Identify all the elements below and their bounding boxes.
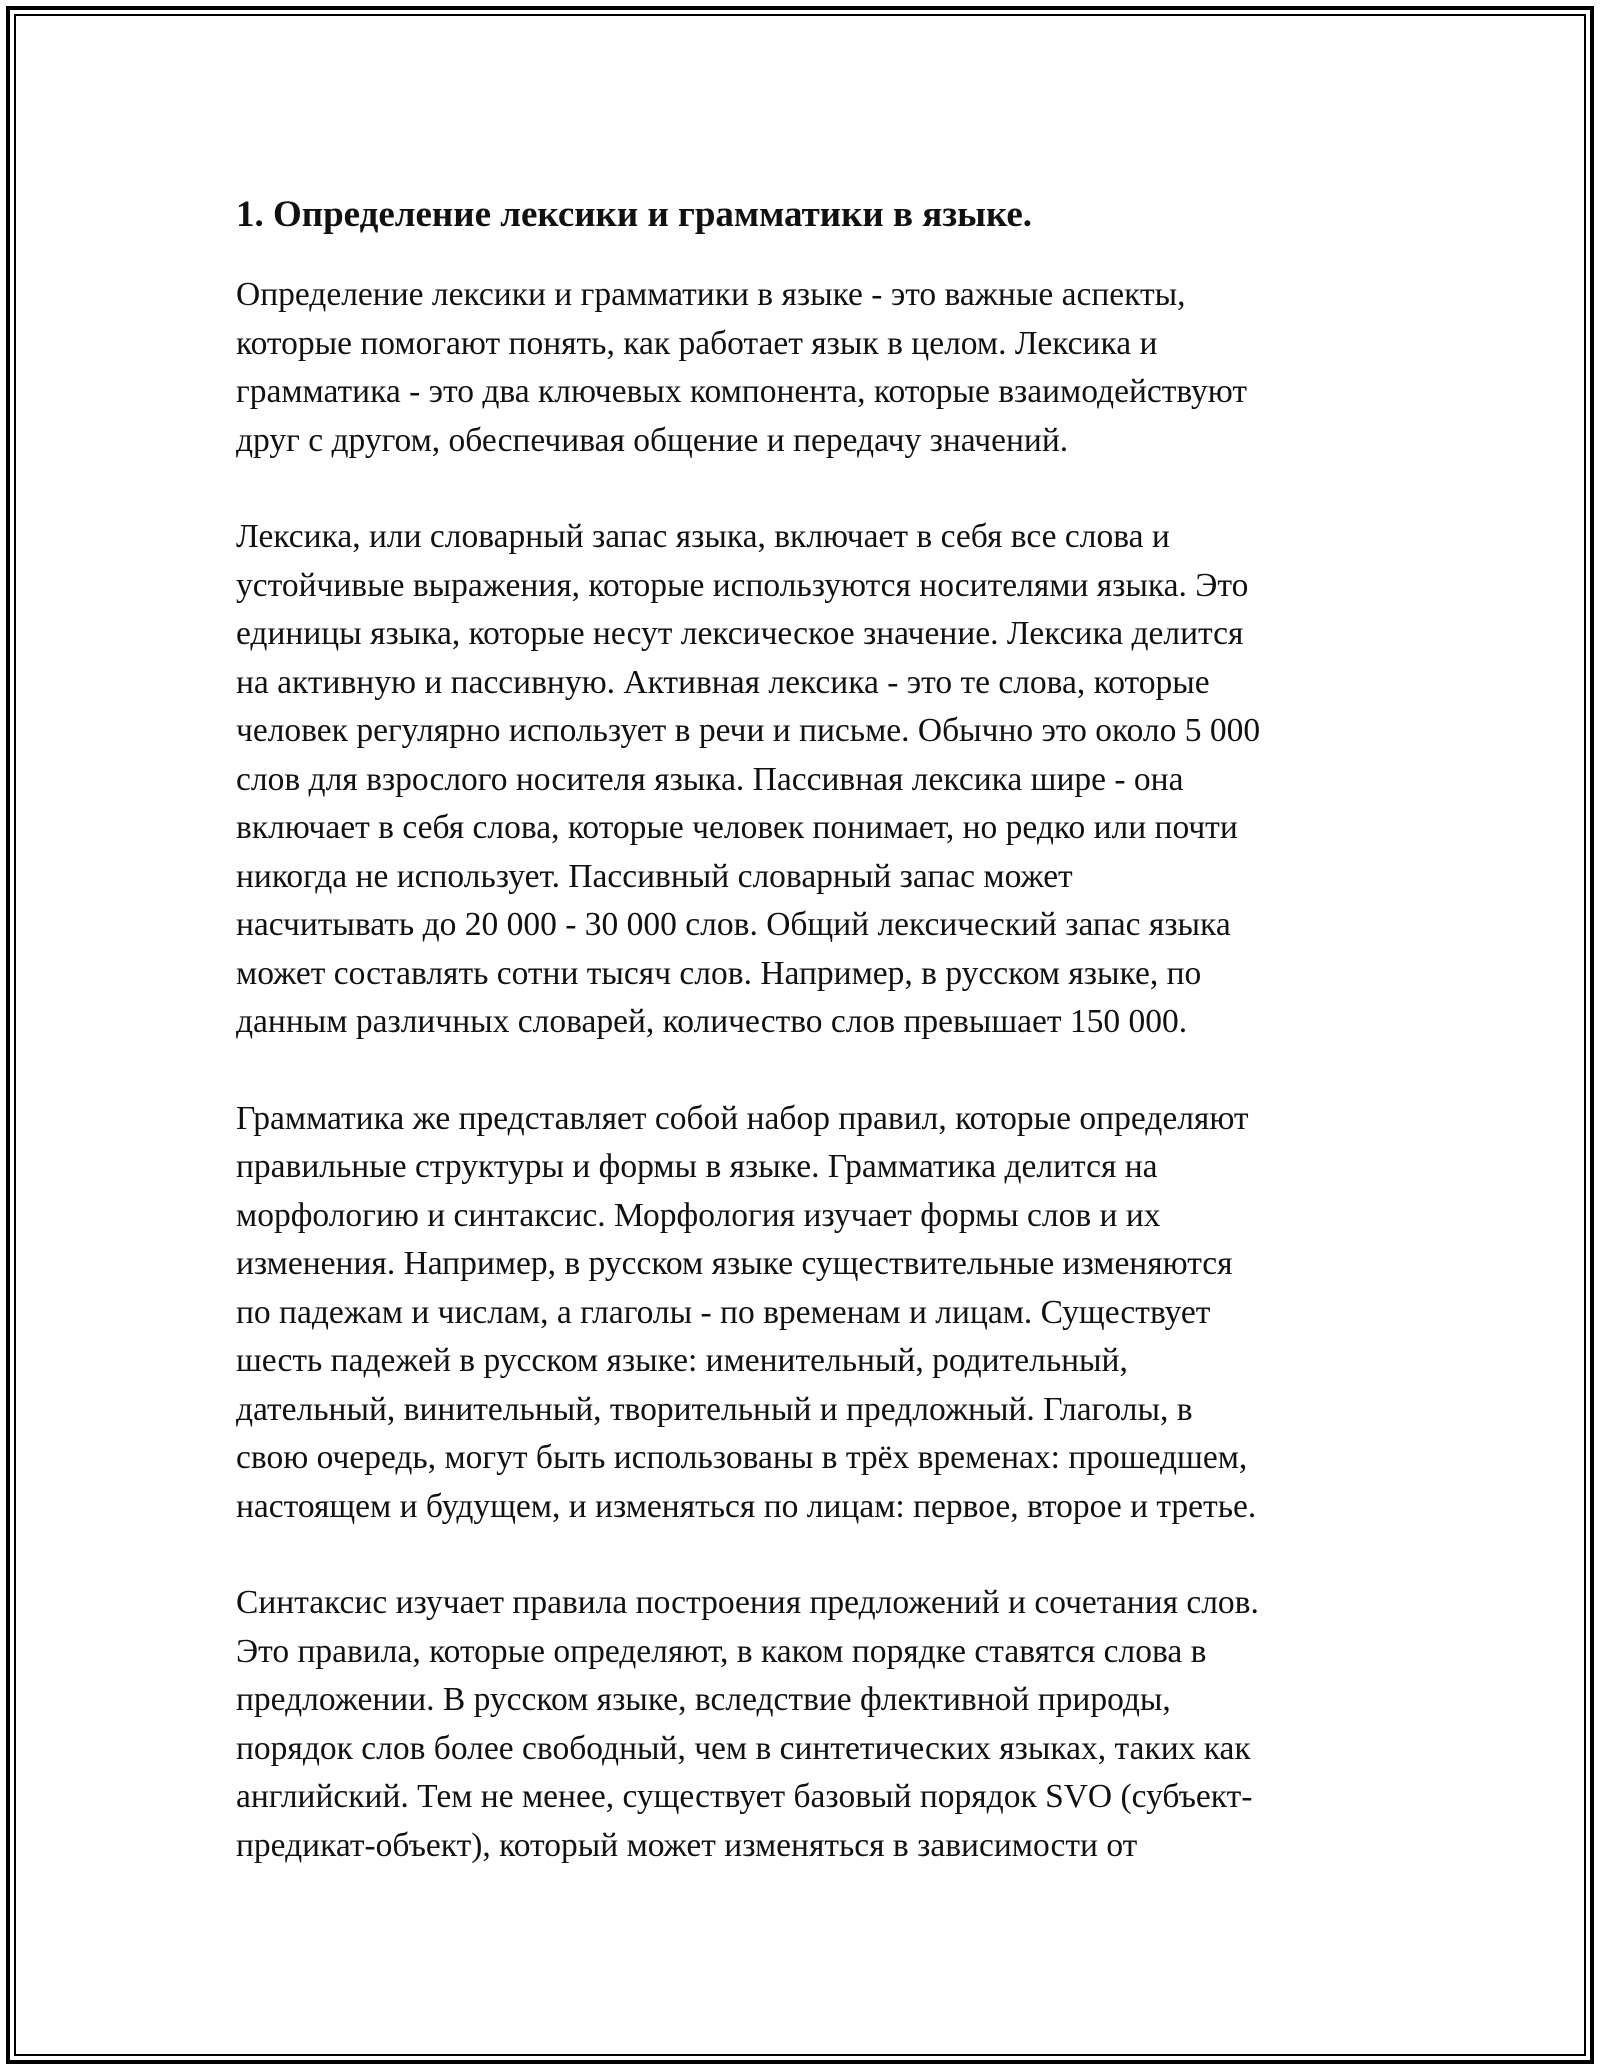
text-line: грамматика - это два ключевых компонента, которые взаимодействуют <box>236 373 1248 410</box>
document-body <box>236 185 1366 1918</box>
text-line: морфологию и синтаксис. Морфология изучает формы слов и их <box>236 1196 1161 1234</box>
text-line: может составлять сотни тысяч слов. Например, в русском языке, по <box>236 954 1202 992</box>
text-line: английский. Тем не менее, существует базовый порядок SVO (субъект- <box>236 1778 1253 1815</box>
text-line: Определение лексики и грамматики в языке - это важные аспекты, <box>236 276 1186 313</box>
text-line: настоящем и будущем, и изменяться по лицам: первое, второе и третье. <box>236 1487 1257 1525</box>
text-line: единицы языка, которые несут лексическое значение. Лексика делится <box>236 615 1244 652</box>
text-line: свою очередь, могут быть использованы в трёх временах: прошедшем, <box>236 1439 1248 1476</box>
paragraph <box>236 271 1366 465</box>
text-line: шесть падежей в русском языке: именительный, родительный, <box>236 1342 1128 1379</box>
text-line: которые помогают понять, как работает язык в целом. Лексика и <box>236 324 1158 362</box>
text-line: предикат-объект), который может изменяться в зависимости от <box>236 1826 1138 1864</box>
text-line: Грамматика же представляет собой набор правил, которые определяют <box>236 1099 1249 1137</box>
text-line: изменения. Например, в русском языке существительные изменяются <box>236 1245 1233 1282</box>
text-line: устойчивые выражения, которые используются носителями языка. Это <box>236 566 1249 604</box>
text-line: предложении. В русском языке, вследствие флективной природы, <box>236 1681 1171 1718</box>
paragraph <box>236 1095 1366 1532</box>
text-line: данным различных словарей, количество слов превышает 150 000. <box>236 1003 1188 1040</box>
text-line: дательный, винительный, творительный и предложный. Глаголы, в <box>236 1390 1193 1428</box>
section-heading: 1. Определение лексики и грамматики в языке. <box>236 194 1033 235</box>
text-line: Синтаксис изучает правила построения предложений и сочетания слов. <box>236 1584 1259 1621</box>
text-line: никогда не использует. Пассивный словарный запас может <box>236 857 1073 895</box>
paragraph <box>236 513 1366 1047</box>
paragraph-list <box>236 271 1366 1870</box>
text-line: Это правила, которые определяют, в каком порядке ставятся слова в <box>236 1632 1207 1670</box>
text-line: человек регулярно использует в речи и письме. Обычно это около 5 000 <box>236 712 1261 749</box>
text-line: друг с другом, обеспечивая общение и передачу значений. <box>236 421 1069 459</box>
text-line: слов для взрослого носителя языка. Пассивная лексика шире - она <box>236 760 1184 798</box>
text-line: правильные структуры и формы в языке. Грамматика делится на <box>236 1148 1158 1185</box>
text-line: Лексика, или словарный запас языка, включает в себя все слова и <box>236 518 1170 555</box>
text-line: по падежам и числам, а глаголы - по временам и лицам. Существует <box>236 1293 1211 1331</box>
paragraph <box>236 1579 1366 1870</box>
text-line: включает в себя слова, которые человек понимает, но редко или почти <box>236 809 1238 846</box>
text-line: насчитывать до 20 000 - 30 000 слов. Общий лексический запас языка <box>236 906 1231 943</box>
text-line: порядок слов более свободный, чем в синтетических языках, таких как <box>236 1729 1251 1767</box>
text-line: на активную и пассивную. Активная лексика - это те слова, которые <box>236 663 1210 701</box>
